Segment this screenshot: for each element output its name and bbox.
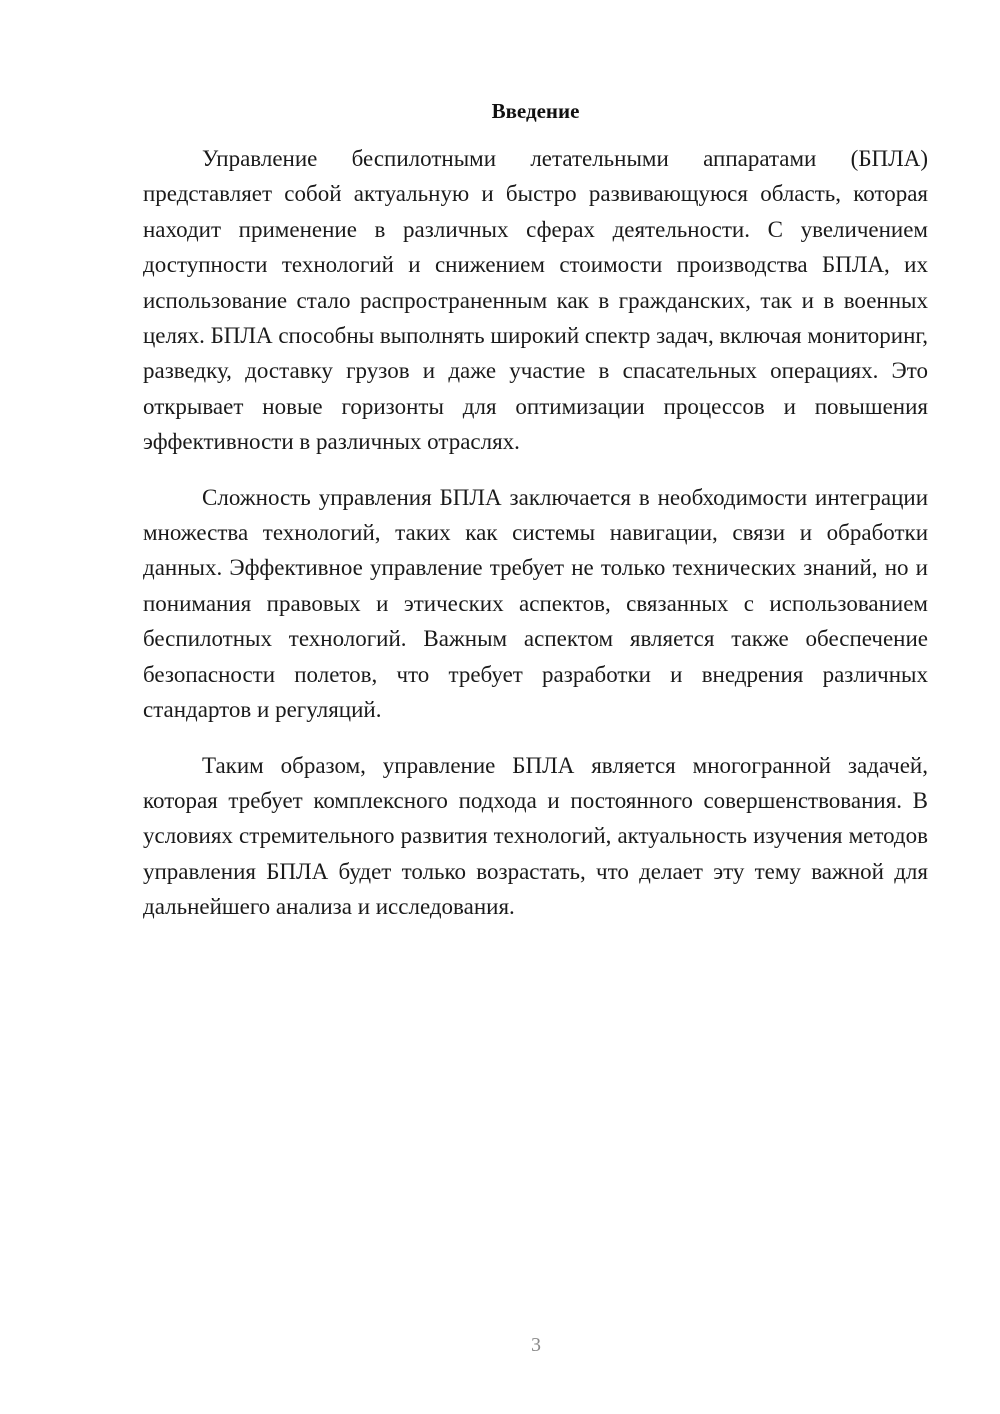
page-content [143, 98, 928, 945]
section-title: Введение [491, 99, 580, 123]
paragraph-1: Управление беспилотными летательными аппаратами (БПЛА) представляет собой актуальную и быстро развивающуюся область, которая находит применение в различных сферах деятельности. С увеличением доступности технологий и снижением стоимости производства БПЛА, их использование стало распространенным как в гражданских, так и в военных целях. БПЛА способны выполнять широкий спектр задач, включая мониторинг, разведку, доставку грузов и даже участие в спасательных операциях. Это открывает новые горизонты для оптимизации процессов и повышения эффективности в различных отраслях. [143, 146, 928, 455]
paragraph-3: Таким образом, управление БПЛА является многогранной задачей, которая требует комплексного подхода и постоянного совершенствования. В условиях стремительного развития технологий, актуальность изучения методов управления БПЛА будет только возрастать, что делает эту тему важной для дальнейшего анализа и исследования. [143, 752, 928, 920]
paragraph-2: Сложность управления БПЛА заключается в необходимости интеграции множества технологий, таких как системы навигации, связи и обработки данных. Эффективное управление требует не только технических знаний, но и понимания правовых и этических аспектов, связанных с использованием беспилотных технологий. Важным аспектом является также обеспечение безопасности полетов, что требует разработки и внедрения различных стандартов и регуляций. [143, 484, 928, 723]
page-number: 3 [531, 1334, 541, 1356]
